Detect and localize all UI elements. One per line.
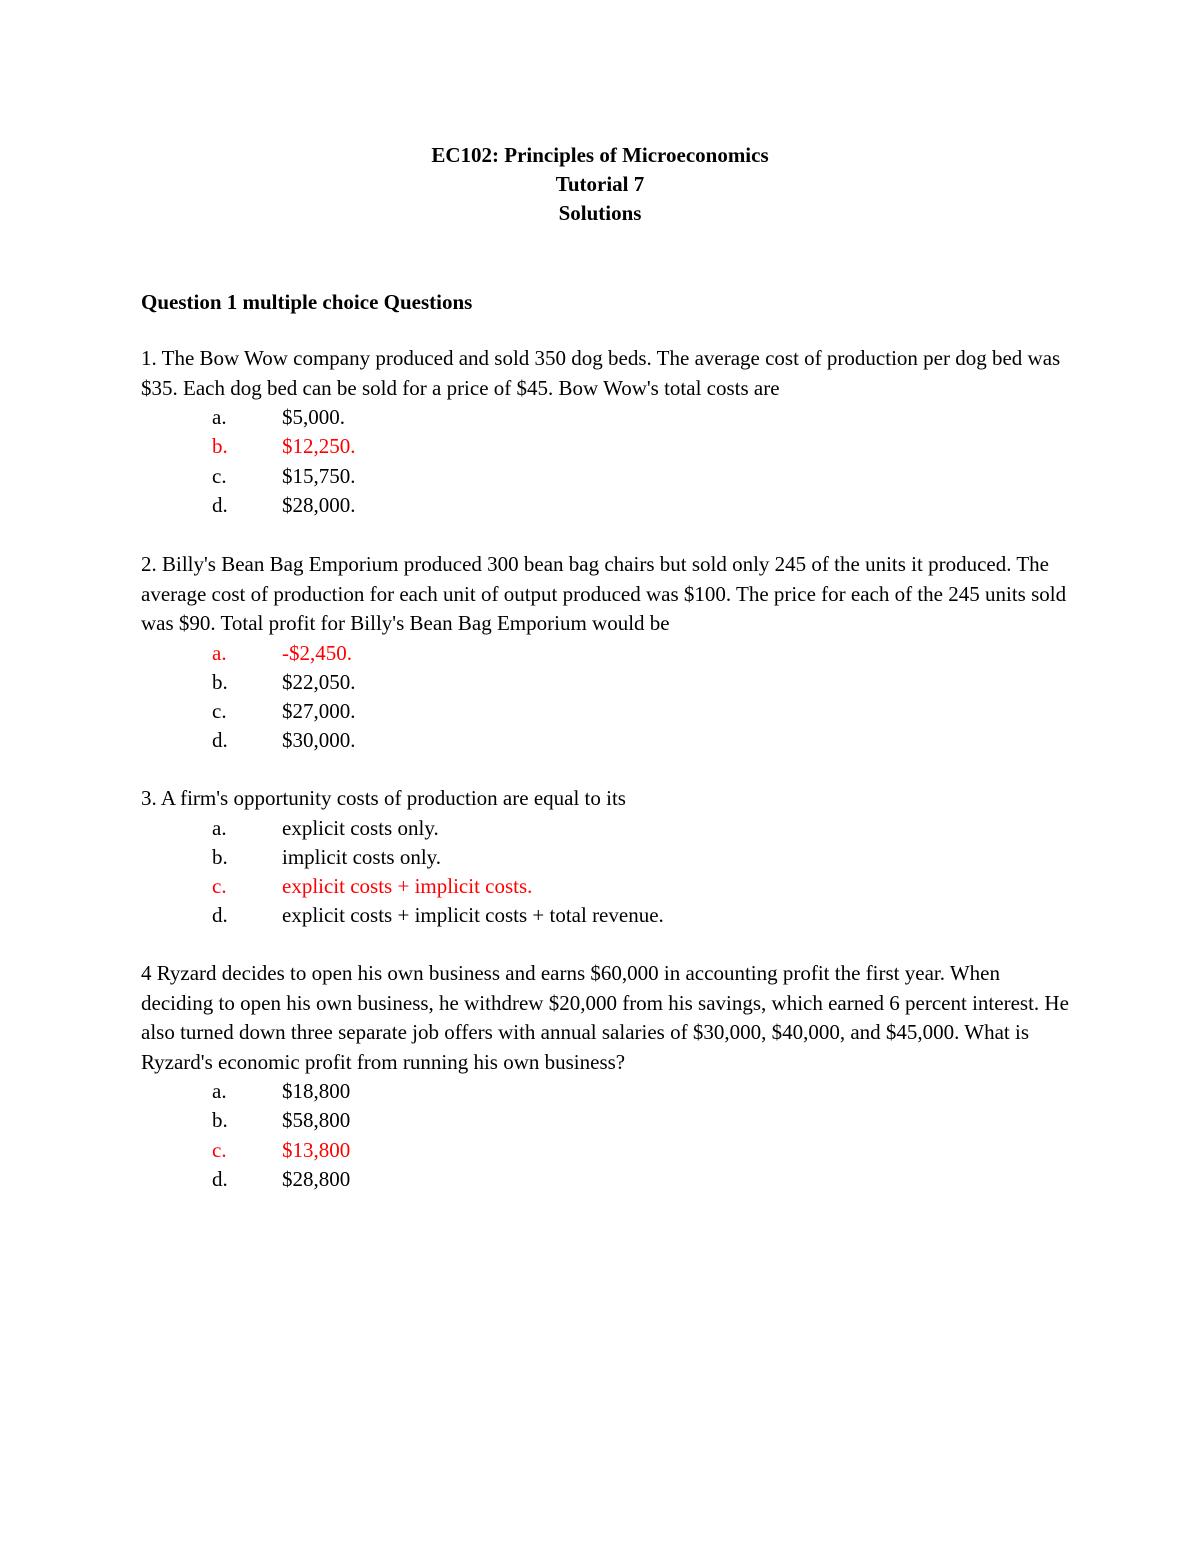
option-text: $28,800 xyxy=(282,1166,351,1191)
option-letter: b. xyxy=(212,1108,228,1133)
document-header xyxy=(0,141,1200,228)
option-letter: b. xyxy=(212,844,228,869)
question-text: 3. A firm's opportunity costs of production are equal to its xyxy=(141,786,626,810)
option-letter: c. xyxy=(212,463,227,488)
option-text: $12,250. xyxy=(282,434,356,459)
question-text: 4 Ryzard decides to open his own business and earns $60,000 in accounting profit the first year. When deciding to open his own business, he withdrew $20,000 from his savings, which earned 6 percent interest. He also turned down three separate job offers with annual salaries of $30,000, $40,000, and $45,000. What is Ryzard's economic profit from running his own business? xyxy=(141,961,1069,1074)
answer-option xyxy=(141,491,1071,520)
option-text: implicit costs only. xyxy=(282,844,442,869)
option-text: $5,000. xyxy=(282,405,345,429)
option-letter: a. xyxy=(212,1079,227,1103)
option-letter: d. xyxy=(212,728,228,753)
option-letter: b. xyxy=(212,669,228,694)
question-text: 1. The Bow Wow company produced and sold 350 dog beds. The average cost of production per dog bed was $35. Each dog bed can be sold for a price of $45. Bow Wow's total costs are xyxy=(141,346,1061,400)
option-text: $58,800 xyxy=(282,1108,351,1133)
option-text: $22,050. xyxy=(282,669,356,694)
question-1 xyxy=(141,344,1071,520)
option-letter: d. xyxy=(212,492,228,517)
answer-option xyxy=(141,1106,1071,1135)
answer-option xyxy=(141,901,1071,930)
answer-option xyxy=(141,1077,1071,1106)
option-text: $30,000. xyxy=(282,728,356,753)
option-text: $13,800 xyxy=(282,1137,351,1162)
course-title: EC102: Principles of Microeconomics xyxy=(431,143,769,167)
option-text: explicit costs only. xyxy=(282,815,439,840)
answer-option xyxy=(141,462,1071,491)
answer-option xyxy=(141,843,1071,872)
section-heading: Question 1 multiple choice Questions xyxy=(141,290,473,314)
answer-option xyxy=(141,403,1071,432)
option-letter: c. xyxy=(212,1137,227,1162)
answer-option xyxy=(141,668,1071,697)
option-text: $28,000. xyxy=(282,492,356,517)
option-letter: c. xyxy=(212,699,227,724)
answer-option xyxy=(141,697,1071,726)
question-2 xyxy=(141,550,1071,756)
answer-options xyxy=(141,403,1071,520)
option-text: $18,800 xyxy=(282,1079,351,1103)
answer-option xyxy=(141,1136,1071,1165)
answer-options xyxy=(141,639,1071,756)
answer-option xyxy=(141,726,1071,755)
option-letter: a. xyxy=(212,815,227,840)
answer-option xyxy=(141,1165,1071,1194)
option-letter: a. xyxy=(212,640,227,665)
option-letter: a. xyxy=(212,405,227,429)
option-letter: c. xyxy=(212,874,227,899)
option-text: explicit costs + implicit costs. xyxy=(282,874,533,899)
option-text: $27,000. xyxy=(282,699,356,724)
option-text: explicit costs + implicit costs + total revenue. xyxy=(282,903,664,928)
answer-options xyxy=(141,1077,1071,1194)
tutorial-title: Tutorial 7 xyxy=(555,172,645,196)
option-letter: b. xyxy=(212,434,228,459)
option-letter: d. xyxy=(212,903,228,928)
answer-options xyxy=(141,814,1071,931)
option-text: $15,750. xyxy=(282,463,356,488)
answer-option xyxy=(141,639,1071,668)
option-letter: d. xyxy=(212,1166,228,1191)
answer-option xyxy=(141,814,1071,843)
answer-option xyxy=(141,872,1071,901)
document-subtitle: Solutions xyxy=(558,201,642,225)
answer-option xyxy=(141,432,1071,461)
option-text: -$2,450. xyxy=(282,640,352,665)
question-text: 2. Billy's Bean Bag Emporium produced 300 bean bag chairs but sold only 245 of the units it produced. The average cost of production for each unit of output produced was $100. The price for each of the 245 units sold was $90. Total profit for Billy's Bean Bag Emporium would be xyxy=(141,552,1067,635)
question-4 xyxy=(141,959,1071,1194)
question-3 xyxy=(141,784,1071,931)
